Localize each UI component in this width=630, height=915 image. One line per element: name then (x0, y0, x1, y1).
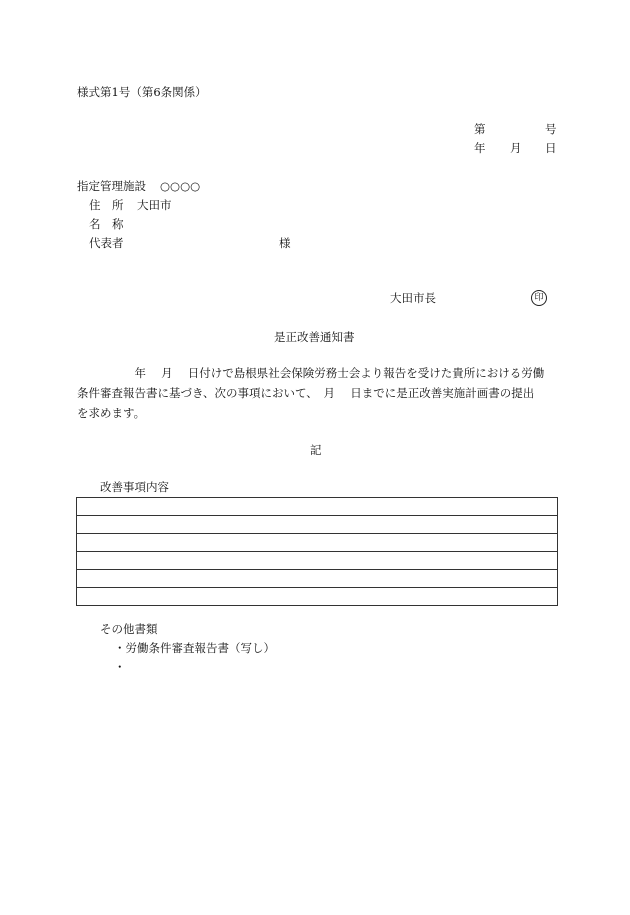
sender-title: 大田市長 (390, 291, 436, 305)
body-line-3: を求めます。 (77, 406, 146, 420)
doc-number-dai: 第 (474, 122, 486, 136)
list-item: ・ (114, 660, 126, 674)
other-docs-heading: その他書類 (100, 622, 158, 636)
body-text (77, 363, 559, 423)
seal-mark: 印 (531, 290, 547, 306)
form-number: 様式第1号（第6条関係） (77, 85, 207, 99)
facility-value: ○○○○ (160, 179, 201, 193)
representative-label: 代表者 (89, 236, 124, 250)
ki-heading: 記 (310, 443, 322, 457)
list-item: ・労働条件審査報告書（写し） (114, 641, 275, 655)
table-row (77, 534, 557, 552)
improvement-heading: 改善事項内容 (100, 480, 169, 494)
honorific-sama: 様 (279, 236, 291, 250)
table-row (77, 588, 557, 606)
date-year-label: 年 (474, 141, 486, 155)
facility-label: 指定管理施設 (77, 179, 146, 193)
date-day-label: 日 (545, 141, 557, 155)
name-label: 名 称 (89, 217, 124, 231)
body-line-1: 年 月 日付けで島根県社会保険労務士会より報告を受けた貴所における労働 (77, 366, 545, 380)
table-row (77, 570, 557, 588)
table-row (77, 516, 557, 534)
document-title: 是正改善通知書 (274, 330, 355, 344)
date-month-label: 月 (510, 141, 522, 155)
doc-number-go: 号 (545, 122, 557, 136)
table-row (77, 498, 557, 516)
address-label: 住 所 (89, 198, 124, 212)
body-line-2: 条件審査報告書に基づき、次の事項において、 月 日までに是正改善実施計画書の提出 (77, 386, 535, 400)
improvement-table (76, 497, 558, 606)
table-row (77, 552, 557, 570)
address-value: 大田市 (137, 198, 172, 212)
